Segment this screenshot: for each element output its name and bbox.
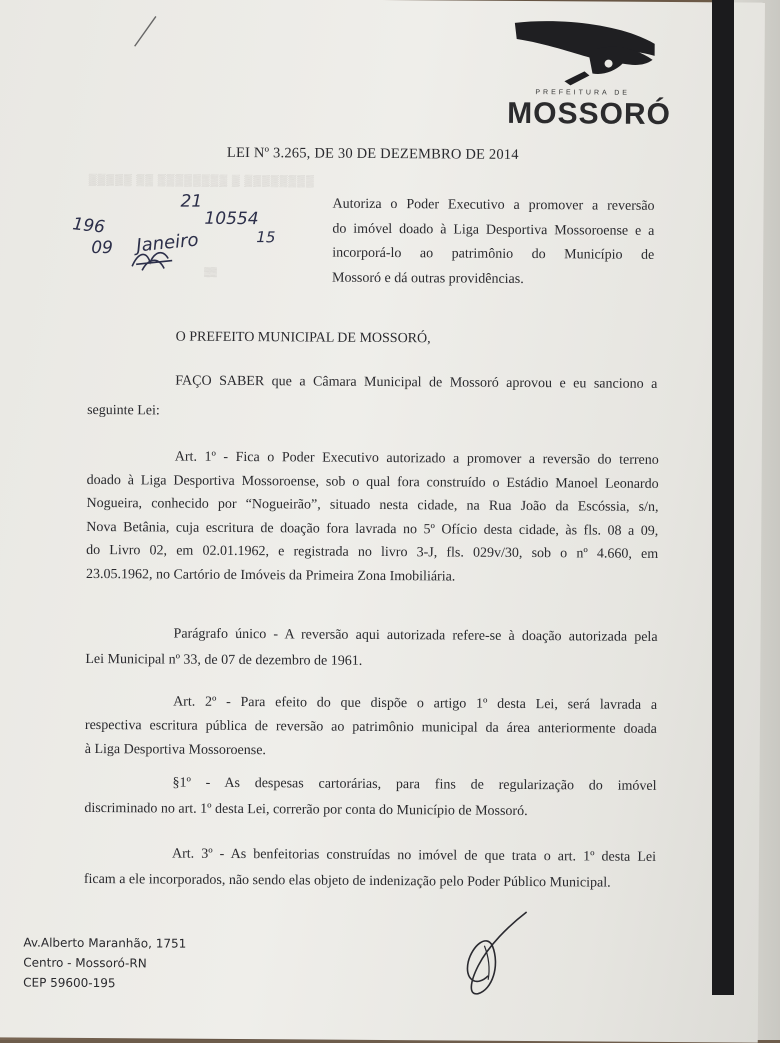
paragraph-line: Lei Municipal nº 33, de 07 de dezembro de 1961. (85, 651, 363, 669)
handwritten-number-10554: 10554 (204, 208, 259, 230)
paragraph-line: Art. 3º - As benfeitorias construídas no imóvel de que trata o art. 1º desta Lei (171, 846, 657, 865)
address-footer (23, 933, 186, 994)
prefeito-heading: O PREFEITO MUNICIPAL DE MOSSORÓ, (175, 329, 431, 347)
paragraph-line: Parágrafo único - A reversão aqui autorizada refere-se à doação autorizada pela (173, 626, 658, 645)
logo-name: MOSSORÓ (507, 96, 672, 132)
summary-line: incorporá-lo ao patrimônio do Município de (332, 245, 655, 264)
signature (448, 905, 539, 1006)
logo-subtitle: PREFEITURA DE (535, 89, 631, 97)
paragraph-line: Art. 2º - Para efeito do que dispõe o artigo 1º desta Lei, será lavrada a (173, 694, 658, 713)
binder-edge-bar (712, 0, 734, 995)
paragraph-line: 23.05.1962, no Cartório de Imóveis da Primeira Zona Imobiliária. (85, 566, 456, 585)
article-3 (84, 841, 656, 897)
faded-stamp-impression: ▒▒▒▒▒ ▒▒ ▒▒▒▒▒▒▒▒ ▒ ▒▒▒▒▒▒▒▒ (88, 173, 315, 188)
paragraph-line: seguinte Lei: (87, 402, 160, 419)
paragraph-line: do Livro 02, em 02.01.1962, e registrada no livro 3-J, fls. 029v/30, sob o nº 4.660, em (86, 543, 659, 563)
paragrafo-unico (85, 621, 657, 677)
law-title: LEI Nº 3.265, DE 30 DE DEZEMBRO DE 2014 (226, 144, 519, 163)
summary-line: Mossoró e dá outras providências. (332, 270, 524, 287)
faco-saber-paragraph (87, 370, 657, 426)
handwritten-month: Janeiro (135, 229, 200, 257)
address-street: Av.Alberto Maranhão, 1751 (23, 935, 187, 951)
paragraph-line: Art. 1º - Fica o Poder Executivo autorizado a promover a reversão do terreno (174, 449, 659, 468)
paragraph-line: à Liga Desportiva Mossoroense. (84, 741, 266, 759)
article-1 (86, 445, 659, 591)
paragraph-line: ficam a ele incorporados, não sendo elas objeto de indenização pelo Poder Público Municipal. (83, 871, 611, 891)
handwritten-number-21: 21 (180, 191, 203, 212)
paragraph-line: discriminado no art. 1º desta Lei, correrão por conta do Município de Mossoró. (84, 800, 528, 820)
summary-line: do imóvel doado à Liga Desportiva Mossoroense e a (332, 221, 655, 239)
handwritten-initials (128, 244, 178, 274)
handwritten-number-09: 09 (91, 237, 113, 259)
address-city: Centro - Mossoró-RN (23, 955, 147, 971)
paragraph-line: Nova Betânia, cuja escritura de doação fora lavrada no 5º Ofício desta cidade, às fls. 08 a 09, (86, 519, 659, 539)
paragraph-line: respectiva escritura pública de reversão ao patrimônio municipal da área anteriormente doada (84, 717, 657, 737)
handwritten-number-196: 196 (71, 214, 106, 238)
paragraph-line: Nogueira, conhecido por “Nogueirão”, situado nesta cidade, na Rua João da Escóssia, s/n, (86, 496, 659, 516)
article-2 (85, 690, 657, 766)
address-postal-code: CEP 59600-195 (23, 975, 116, 991)
summary-line: Autoriza o Poder Executivo a promover a reversão (332, 196, 655, 214)
faded-stamp-fragment: ▒▒ (204, 266, 217, 277)
article-2-paragraph-1 (84, 770, 656, 826)
pencil-mark (130, 12, 170, 52)
paragraph-line: FAÇO SABER que a Câmara Municipal de Mossoró aprovou e eu sanciono a (175, 373, 658, 392)
paragraph-line: §1º - As despesas cartorárias, para fins de regularização do imóvel (172, 775, 657, 794)
handwritten-number-15: 15 (256, 228, 276, 247)
law-summary (332, 193, 655, 294)
paragraph-line: doado à Liga Desportiva Mossoroense, sob o qual fora construído o Estádio Manoel Leonardo (86, 472, 659, 492)
